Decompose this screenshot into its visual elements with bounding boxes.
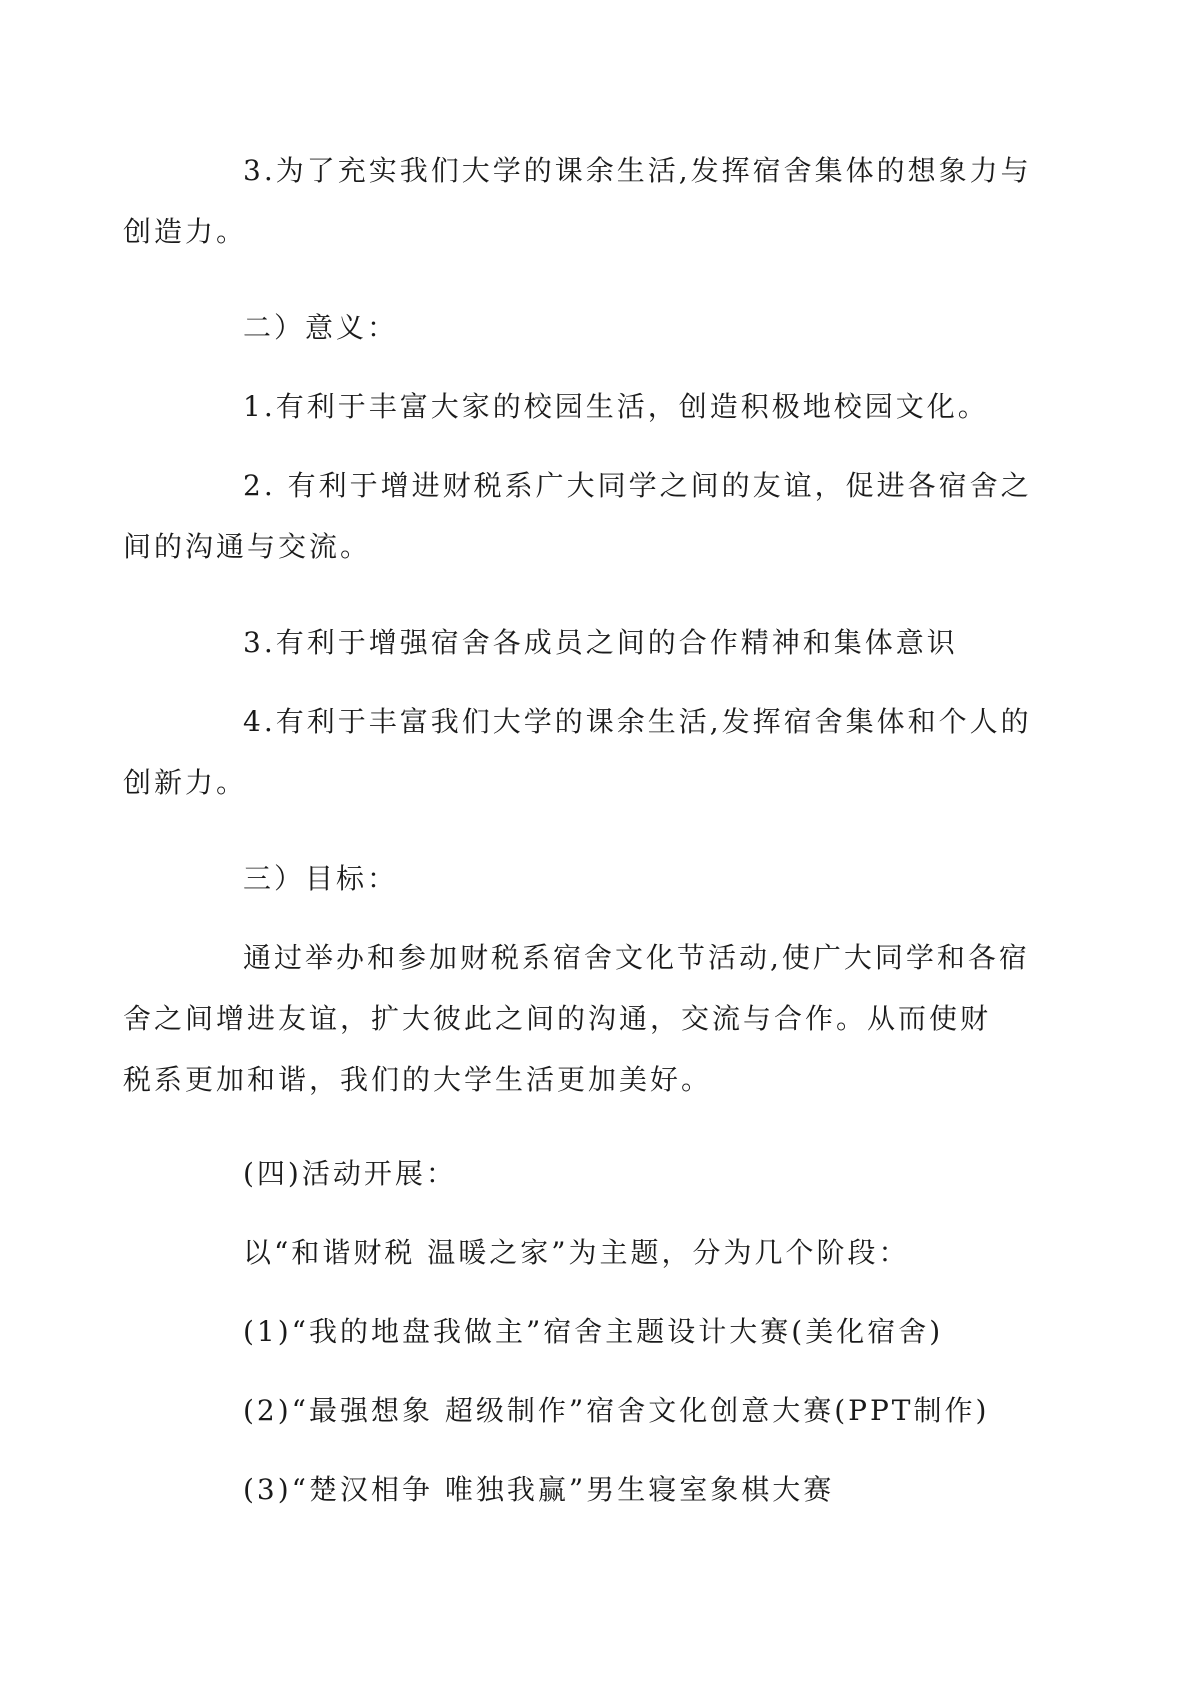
text-line: 舍之间增进友谊，扩大彼此之间的沟通，交流与合作。从而使财 [123, 1002, 992, 1035]
text-line: 1.有利于丰富大家的校园生活，创造积极地校园文化。 [243, 390, 989, 423]
list-item-stage-2 [183, 1380, 1013, 1441]
text-line: 创新力。 [123, 766, 248, 799]
text-line: 三）目标： [243, 862, 399, 895]
heading-significance [183, 297, 1013, 358]
paragraph-theme [183, 1222, 1013, 1283]
text-line: 3.有利于增强宿舍各成员之间的合作精神和集体意识 [243, 626, 958, 659]
text-line: 以“和谐财税 温暖之家”为主题，分为几个阶段： [243, 1236, 910, 1269]
text-line: (3)“楚汉相争 唯独我赢”男生寝室象棋大赛 [243, 1473, 835, 1506]
heading-goals [183, 848, 1013, 909]
text-line: 创造力。 [123, 215, 248, 248]
paragraph-goals [123, 927, 1030, 1110]
paragraph-significance-1 [183, 376, 1013, 437]
text-line: 4.有利于丰富我们大学的课余生活,发挥宿舍集体和个人的 [243, 705, 1032, 738]
text-line: 通过举办和参加财税系宿舍文化节活动,使广大同学和各宿 [243, 941, 1030, 974]
paragraph-significance-4 [123, 691, 1032, 813]
text-line: 间的沟通与交流。 [123, 530, 372, 563]
paragraph-significance-3 [183, 612, 1013, 673]
text-line: 3.为了充实我们大学的课余生活,发挥宿舍集体的想象力与 [243, 154, 1032, 187]
paragraph-significance-2 [123, 455, 1032, 577]
text-line: (2)“最强想象 超级制作”宿舍文化创意大赛(PPT制作) [243, 1394, 990, 1427]
list-item-stage-3 [183, 1459, 1013, 1520]
text-line: 2. 有利于增进财税系广大同学之间的友谊，促进各宿舍之 [243, 469, 1032, 502]
text-line: 二）意义： [243, 311, 399, 344]
heading-activities [183, 1143, 1013, 1204]
text-line: (1)“我的地盘我做主”宿舍主题设计大赛(美化宿舍) [243, 1315, 944, 1348]
list-item-stage-1 [183, 1301, 1013, 1362]
text-line: (四)活动开展： [243, 1157, 457, 1190]
paragraph-purpose-3 [123, 140, 1032, 262]
text-line: 税系更加和谐，我们的大学生活更加美好。 [123, 1063, 713, 1096]
